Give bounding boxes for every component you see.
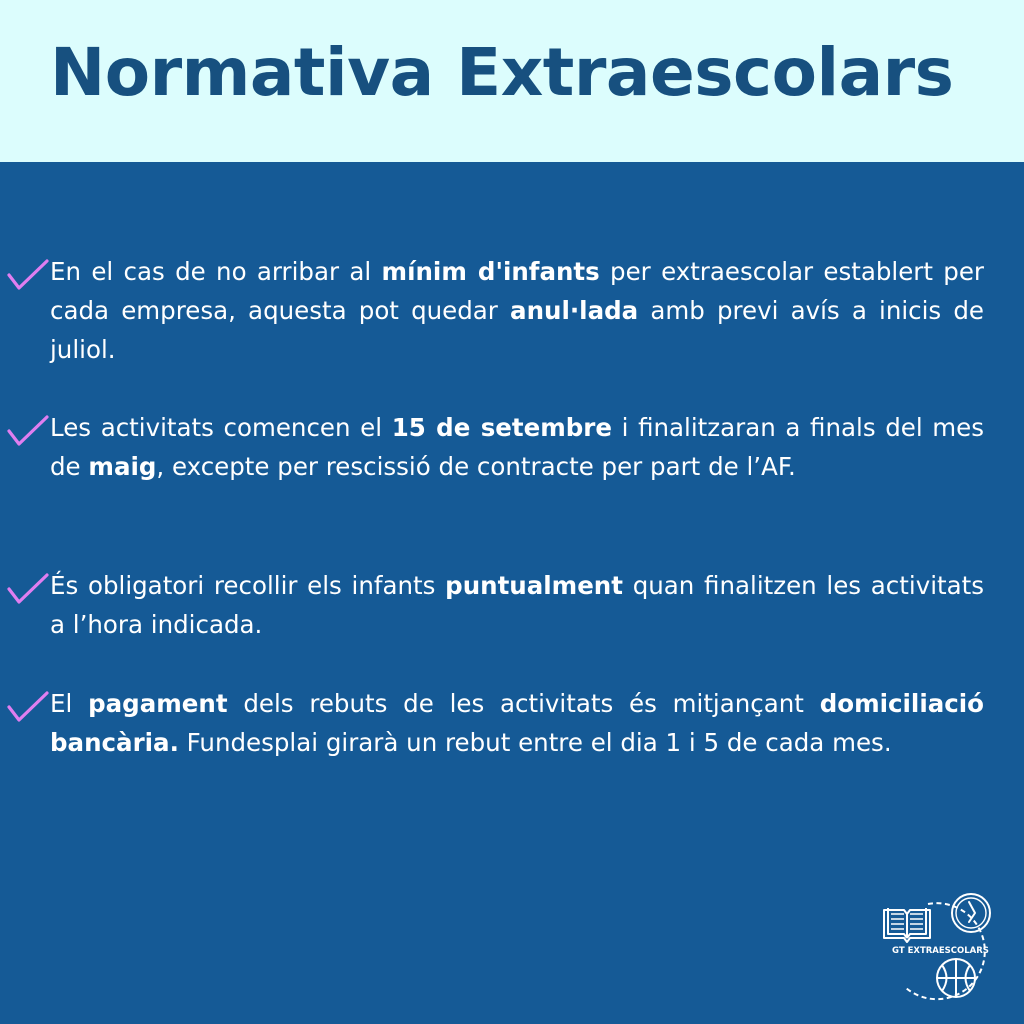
rule-text [50,566,984,644]
rule-text-part: El [50,689,89,718]
rule-text-bold: maig [88,452,157,481]
rule-text [50,684,984,762]
rule-text-part: En el cas de no arribar al [50,257,382,286]
header-band [0,0,1024,162]
check-icon [6,258,50,292]
rule-text-bold: anul·lada [510,296,639,325]
rule-text-part: , excepte per rescissió de contracte per part de l’AF. [156,452,796,481]
book-icon [884,908,930,942]
rule-text-bold: puntualment [445,571,623,600]
clock-icon [952,894,990,932]
rule-text-part: quan finalitzen les activitats a l’hora indicada. [50,571,984,639]
rule-text-part: i finalitzaran a finals del mes de [50,413,985,481]
rule-text-part: Les activitats comencen el [50,413,392,442]
logo-label: GT EXTRAESCOLARS [892,946,989,956]
rule-text-bold: mínim d'infants [381,257,600,286]
rule-text-part: per extraescolar establert per cada empresa, aquesta pot quedar [50,257,984,325]
check-icon [6,572,50,606]
page-title: Normativa Extraescolars [50,34,954,111]
rule-text-part: dels rebuts de les activitats és mitjançant [227,689,820,718]
rule-text-bold: domiciliació bancària. [50,689,985,757]
rule-text-part: És obligatori recollir els infants [50,571,446,600]
check-icon [6,414,50,448]
rule-text-bold: pagament [88,689,228,718]
basketball-icon [937,959,975,997]
gt-extraescolars-logo [876,890,996,1002]
rule-text [50,408,984,486]
rule-text-part: Fundesplai girarà un rebut entre el dia 1 i 5 de cada mes. [178,728,892,757]
rule-text-bold: 15 de setembre [391,413,612,442]
check-icon [6,690,50,724]
rule-text-part: amb previ avís a inicis de juliol. [50,296,984,364]
rule-text [50,252,984,369]
